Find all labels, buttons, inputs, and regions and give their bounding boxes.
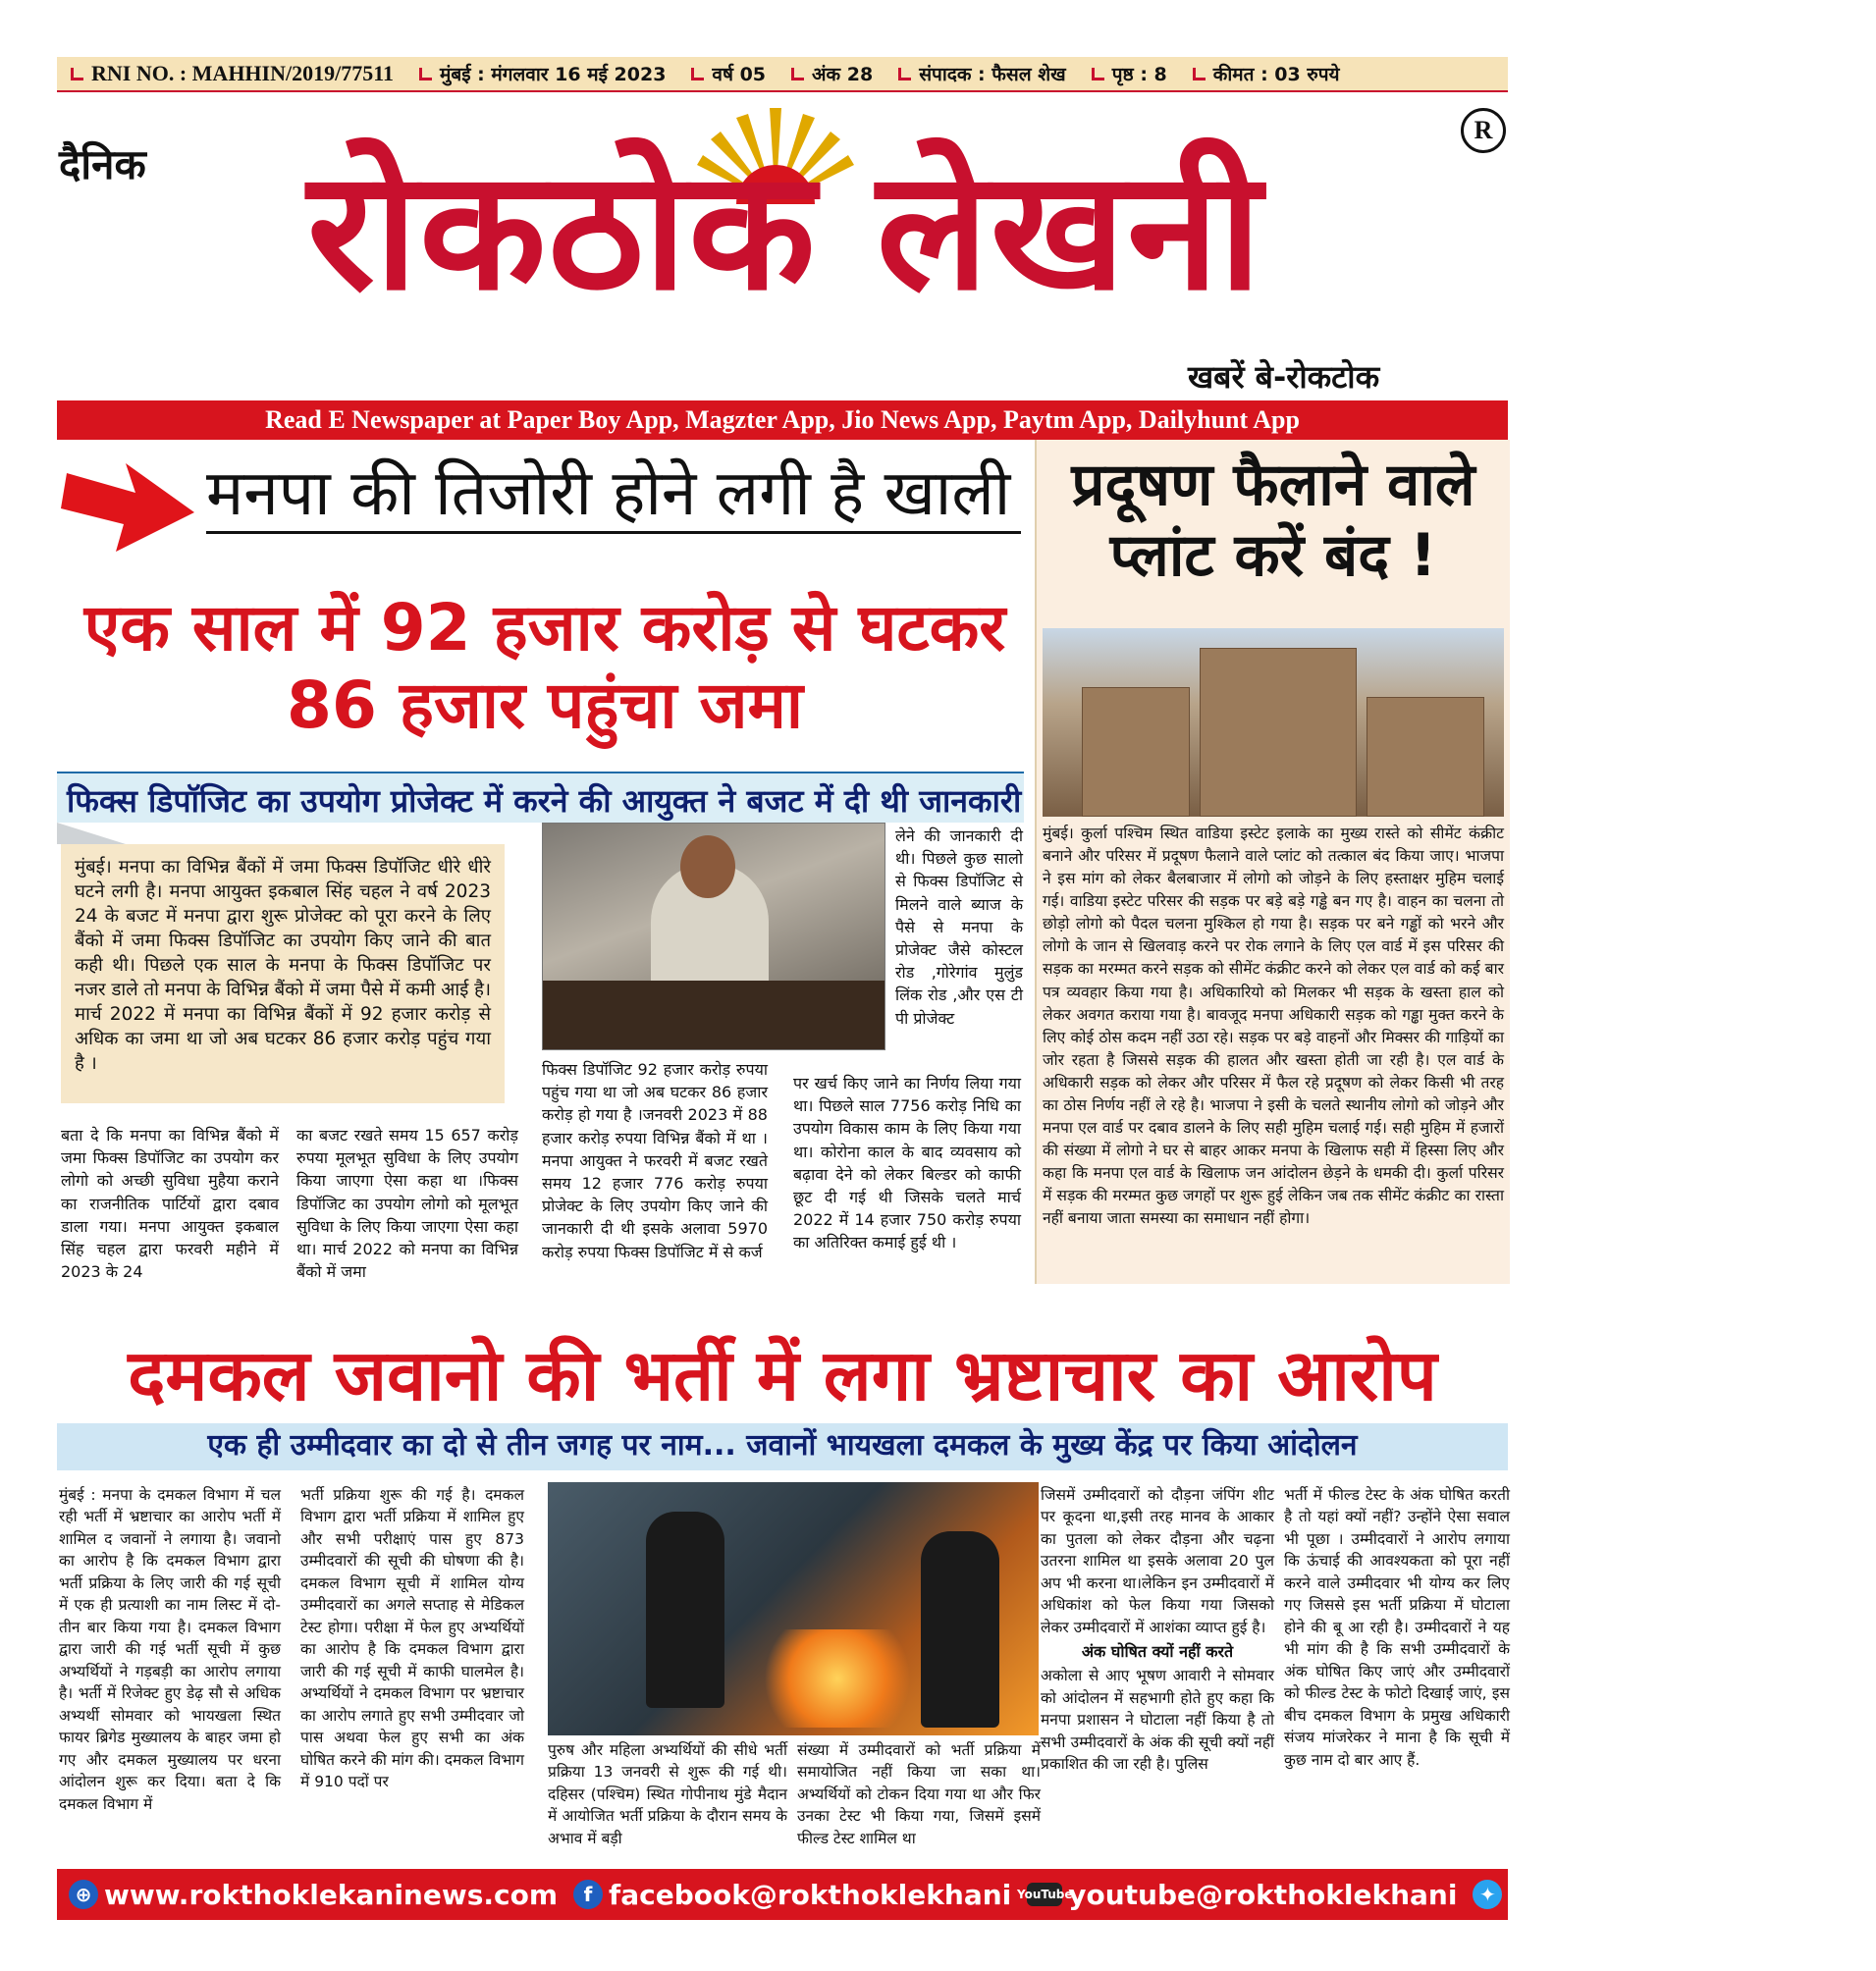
daily-label: दैनिक	[59, 140, 146, 188]
rni-item	[71, 61, 394, 86]
twitter-link[interactable]: twitter@rokthoklekhani	[1508, 1878, 1876, 1911]
sidebar-body: मुंबई। कुर्ला पश्चिम स्थित वाडिया इस्टेट इलाके का मुख्य रास्ते को सीमेंट कंक्रीट बनाने और परिसर में प्रदूषण फैलाने वाले प्लांट को तत्काल बंद किया जाए। भाजपा ने इस मांग को लेकर बैलबाजार में लोगो को जोड़ने के लिए हस्ताक्षर मुहिम चलाई गई। वाडिया इस्टेट परिसर की सड़क पर बड़े बड़े गड्ढे बन गए है। वाहन का चलना तो छोड़ो लोगो को पैदल चलना मुश्किल हो गया है। सड़क पर बने गड्ढों को भरने और लोगो के जान से खिलवाड़ करने पर रोक लगाने के लिए एल वार्ड में इस परिसर की सड़क का मरम्मत करने सड़क को सीमेंट कंक्रीट करने को लेकर एल वार्ड को कई बार पत्र व्यवहार किया गया है। अधिकारियो को मिलकर भी सड़क के खस्ता हाल को लेकर अवगत कराया गया है। बावजूद मनपा अधिकारी सड़क को गड्ढा मुक्त करने के लिए कोई ठोस कदम नहीं उठा रहे। सड़क पर बड़े वाहनों और मिक्सर की गाड़ियों का जोर रहता है जिससे सड़क की हालत और खस्ता होती जा रही है। एल वार्ड के अधिकारी सड़क को लेकर और परिसर में फैल रहे प्रदूषण को लेकर किसी भी तरह का ठोस निर्णय नहीं ले रहे है। भाजपा ने इसी के चलते स्थानीय लोगो को जोड़ने और मनपा एल वार्ड पर दबाव डालने के लिए सही मुहिम चलाई गई। सही मुहिम में हजारों की संख्या में लोगो ने घर से बाहर आकर मनपा के खिलाफ सही में हिस्सा लिए और कहा कि मनपा एल वार्ड के खिलाफ जन आंदोलन छेड़ने के धमकी दी। कुर्ला परिसर में सड़क की मरम्मत कुछ जगहों पर शुरू हुई लेकिन जब तक सीमेंट कंक्रीट का रास्ता नहीं बनाया जाता समस्या का समाधान नहीं होगा।	[1043, 825, 1504, 1228]
header-info-strip	[57, 57, 1508, 92]
story2-headline: दमकल जवानो की भर्ती में लगा भ्रष्टाचार का आरोप	[128, 1334, 1437, 1416]
website-link[interactable]: www.rokthoklekaninews.com	[104, 1878, 559, 1911]
website-link-item[interactable]	[69, 1879, 558, 1911]
youtube-link-item[interactable]	[1017, 1878, 1458, 1911]
story1-column-c: फिक्स डिपॉजिट 92 हजार करोड़ रुपया पहुंच गया था जो अब घटकर 86 हजार करोड़ हो गया है ।जनवरी 2023 में 88 हजार करोड़ रुपया विभिन्न बैंको में था ।मनपा आयुक्त ने फरवरी में बजट रखते समय 12 हजार 776 करोड़ रुपया प्रोजेक्ट के लिए उपयोग किए जाने की जानकारी दी थी इसके अलावा 5970 करोड़ रुपया फिक्स डिपॉजिट में से कर्ज	[542, 1060, 768, 1261]
story2-subhead: एक ही उम्मीदवार का दो से तीन जगह पर नाम... जवानों भायखला दमकल के मुख्य केंद्र पर किया आंदोलन	[57, 1423, 1508, 1470]
issue-item	[791, 61, 873, 86]
globe-icon: ⊕	[69, 1880, 98, 1909]
twitter-link-item[interactable]	[1473, 1879, 1876, 1911]
commissioner-photo	[542, 823, 885, 1050]
price-item	[1193, 61, 1340, 86]
year-item	[691, 61, 766, 86]
facebook-link-item[interactable]	[573, 1879, 1011, 1911]
e-newspaper-banner: Read E Newspaper at Paper Boy App, Magzter App, Jio News App, Paytm App, Dailyhunt App	[57, 400, 1508, 440]
story2-column-a: मुंबई : मनपा के दमकल विभाग में चल रही भर्ती में भ्रष्टाचार का आरोप भर्ती में शामिल द जवानों ने लगाया है। जवानो का आरोप है कि दमकल विभाग द्वारा भर्ती प्रक्रिया के लिए जारी की गई सूची में एक ही प्रत्याशी का नाम लिस्ट में दो-तीन बार किया गया है। दमकल विभाग द्वारा जारी की गई भर्ती सूची में कुछ अभ्यर्थियों ने गड़बड़ी का आरोप लगाया है। भर्ती में रिजेक्ट हुए डेढ़ सौ से अधिक अभ्यर्थी सोमवार को भायखला स्थित फायर ब्रिगेड मुख्यालय के बाहर जमा हो गए और दमकल मुख्यालय पर धरना आंदोलन शुरू कर दिया। बता दे कि दमकल विभाग में	[59, 1486, 281, 1813]
newspaper-title: रोकठोक लेखनी	[307, 133, 1263, 327]
story2-column-d: संख्या में उम्मीदवारों को भर्ती प्रक्रिया में समायोजित नहीं किया जा सका था। अभ्यर्थियों को टोकन दिया गया था और फिर उनका टेस्ट भी किया गया, जिसमें इसमें फील्ड टेस्ट शामिल था	[797, 1741, 1041, 1847]
registered-mark: R	[1461, 108, 1506, 153]
issue-date: मुंबई : मंगलवार 16 मई 2023	[440, 64, 667, 85]
story2-column-e-text: जिसमें उम्मीदवारों को दौड़ना जंपिंग शीट पर कूदना था,इसी तरह मानव के आकार का पुतला को लेकर दौड़ना और चढ़ना उतरना शामिल था इसके अलावा 20 पुल अप भी करना था।लेकिन इन उम्मीदवारों में अधिकांश को फेल किया गया जिसको लेकर उम्मीदवारों में आशंका व्याप्त हुई है।	[1041, 1486, 1274, 1636]
footer-bar	[57, 1869, 1876, 1920]
story2-column-e2-text: अकोला से आए भूषण आवारी ने सोमवार को आंदोलन में सहभागी होते हुए कहा कि मनपा प्रशासन ने घोटाला नहीं किया है तो सभी उम्मीदवारों के अंक की सूची क्यों नहीं प्रकाशित की जा रही है। पुलिस	[1041, 1667, 1274, 1774]
facebook-icon: f	[573, 1880, 603, 1909]
story2-subheading: अंक घोषित क्यों नहीं करते	[1081, 1642, 1234, 1662]
price: कीमत : 03 रुपये	[1212, 64, 1340, 85]
story2-column-e	[1041, 1484, 1274, 1776]
page-count: पृष्ठ : 8	[1111, 64, 1167, 85]
story1-column-e: पर खर्च किए जाने का निर्णय लिया गया था। पिछले साल 7756 करोड़ निधि का उपयोग विकास काम के लिए किया गया था। कोरोना काल के बाद व्यवसाय को बढ़ावा देने को लेकर बिल्डर को काफी छूट दी गई थी जिसके चलते मार्च 2022 में 14 हजार 750 करोड़ रुपया का अतिरिक्त कमाई हुई थी ।	[793, 1074, 1021, 1252]
story2-column-f: भर्ती में फील्ड टेस्ट के अंक घोषित करती है तो यहां क्यों नहीं? उन्होंने ऐसा सवाल भी पूछा । उम्मीदवारों ने आरोप लगाया कि ऊंचाई की आवश्यकता को पूरा नहीं करने वाले उम्मीदवार भी योग्य कर लिए गए जिससे इस भर्ती प्रक्रिया में घोटाला होने की बू आ रही है। उम्मीदवारों ने यह भी मांग की है कि सभी उम्मीदवारों के अंक घोषित किए जाएं और उम्मीदवारों को फील्ड टेस्ट के फोटो दिखाई जाएं, इस बीच दमकल विभाग के प्रमुख अधिकारी संजय मांजरेकर ने माना है कि सूची में कुछ नाम दो बार आए हैं.	[1284, 1486, 1510, 1769]
bmc-building-photo	[1043, 628, 1504, 817]
red-arrow-icon	[57, 453, 204, 561]
story1-lead-text: मुंबई। मनपा का विभिन्न बैंकों में जमा फिक्स डिपॉजिट धीरे धीरे घटने लगी है। मनपा आयुक्त इकबाल सिंह चहल ने वर्ष 2023 24 के बजट में मनपा द्वारा शुरू प्रोजेक्ट को पूरा करने के लिए बैंको में जमा फिक्स डिपॉजिट का उपयोग किए जाने की बात कही थी। पिछले एक साल के मनपा के फिक्स डिपॉजिट पर नजर डाले तो मनपा के विभिन्न बैंको में जमा पैसे में कमी आई है। मार्च 2022 में मनपा का विभिन्न बैंकों में 92 हजार करोड़ से अधिक का जमा था जो अब घटकर 86 हजार करोड़ पहुंच गया है ।	[75, 857, 492, 1074]
story2-column-b: भर्ती प्रक्रिया शुरू की गई है। दमकल विभाग द्वारा भर्ती प्रक्रिया में शामिल हुए और सभी परीक्षाएं पास हुए 873 उम्मीदवारों की सूची की घोषणा की है। दमकल विभाग सूची में शामिल योग्य उम्मीदवारों का अगले सप्ताह से मेडिकल टेस्ट होगा। परीक्षा में फेल हुए अभ्यर्थियों का आरोप है कि दमकल विभाग द्वारा जारी की गई सूची में काफी घालमेल है। अभ्यर्थियों ने दमकल विभाग पर भ्रष्टाचार का आरोप लगाते हुए सभी उम्मीदवार जो पास अथवा फेल हुए सभी का अंक घोषित करने की मांग की। दमकल विभाग में 910 पदों पर	[300, 1486, 524, 1791]
story1-column-b: का बजट रखते समय 15 657 करोड़ रुपया मूलभूत सुविधा के लिए उपयोग किया जाएगा ऐसा कहा था ।फिक्स डिपॉजिट का उपयोग लोगो को मूलभूत सुविधा के लिए किया जाएगा ऐसा कहा था। मार्च 2022 को मनपा का विभिन्न बैंको में जमा	[296, 1126, 518, 1282]
rni-number: RNI NO. : MAHHIN/2019/77511	[91, 61, 394, 85]
youtube-icon: YouTube	[1027, 1883, 1062, 1906]
sidebar-headline: प्रदूषण फैलाने वाले प्लांट करें बंद !	[1071, 451, 1475, 590]
editor-item	[898, 61, 1066, 86]
firefighters-photo	[548, 1482, 1039, 1735]
youtube-link[interactable]: youtube@rokthoklekhani	[1068, 1878, 1458, 1911]
twitter-icon: ✦	[1473, 1880, 1502, 1909]
story1-lead-box	[61, 844, 505, 1103]
story2-column-c: पुरुष और महिला अभ्यर्थियों की सीधे भर्ती प्रक्रिया 13 जनवरी से शुरू की गई थी। दहिसर (पश्चिम) स्थित गोपीनाथ मुंडे मैदान में आयोजित भर्ती प्रक्रिया के दौरान समय के अभाव में बड़ी	[548, 1741, 787, 1847]
story1-subhead: फिक्स डिपॉजिट का उपयोग प्रोजेक्ट में करने की आयुक्त ने बजट में दी थी जानकारी	[57, 772, 1024, 823]
story1-headline: एक साल में 92 हजार करोड़ से घटकर 86 हजार पहुंचा जमा	[83, 590, 1006, 744]
editor-name: संपादक : फैसल शेख	[919, 64, 1066, 85]
story1-kicker: मनपा की तिजोरी होने लगी है खाली	[206, 461, 1021, 534]
tagline: खबरें बे-रोकटोक	[1188, 358, 1380, 396]
volume-year: वर्ष 05	[712, 64, 767, 85]
date-item	[419, 61, 666, 86]
story1-column-d: लेने की जानकारी दी थी। पिछले कुछ सालो से फिक्स डिपॉजिट से मिलने वाले ब्याज के पैसे से मनपा के प्रोजेक्ट जैसे कोस्टल रोड ,गोरेगांव मुलुंड लिंक रोड ,और एस टी पी प्रोजेक्ट	[895, 826, 1023, 1028]
facebook-link[interactable]: facebook@rokthoklekhani	[609, 1878, 1012, 1911]
pages-item	[1092, 61, 1167, 86]
issue-number: अंक 28	[812, 64, 874, 85]
story1-column-a: बता दे कि मनपा का विभिन्न बैंको में जमा फिक्स डिपॉजिट का उपयोग कर लोगो को अच्छी सुविधा मुहैया कराने का राजनीतिक पार्टियों द्वारा दबाव डाला गया। मनपा आयुक्त इकबाल सिंह चहल द्वारा फरवरी महीने में 2023 के 24	[61, 1126, 279, 1282]
